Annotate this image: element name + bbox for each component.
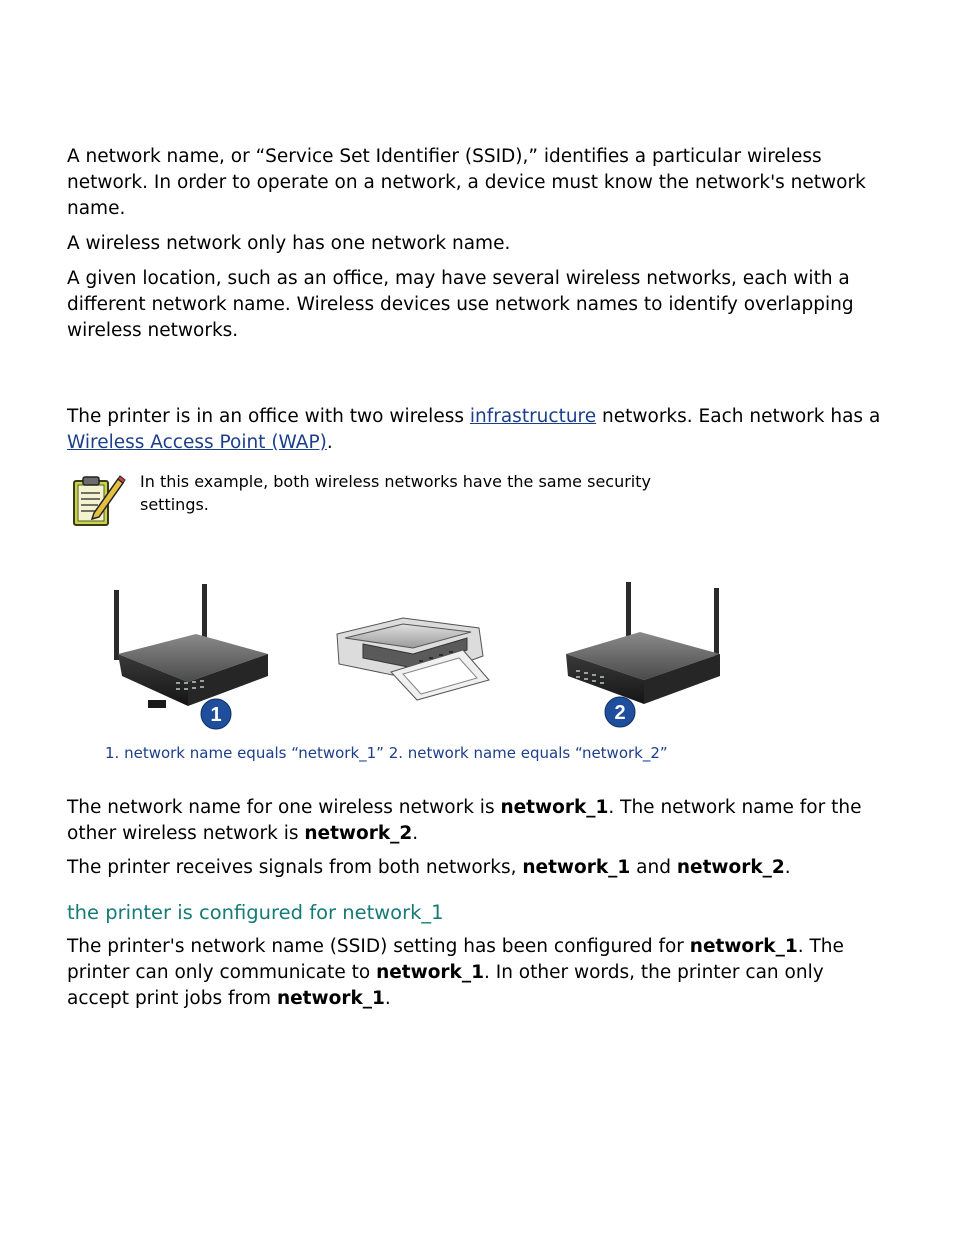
badge-2-label: 2 <box>614 702 626 724</box>
badge-2 <box>604 696 636 728</box>
badge-1-label: 1 <box>210 704 222 726</box>
example-text-after: . <box>326 432 333 453</box>
router-1-image <box>108 582 273 714</box>
p6-bold-2: network_1 <box>376 962 484 983</box>
p5-text-a: The printer receives signals from both networks, <box>67 857 523 878</box>
body-paragraph-4 <box>67 795 887 847</box>
p4-text-e: . <box>412 823 419 844</box>
p6-text-a: The printer's network name (SSID) setting has been configured for <box>67 936 690 957</box>
example-text-before: The printer is in an office with two wireless <box>67 406 470 427</box>
figure-caption: 1. network name equals “network_1” 2. network name equals “network_2” <box>105 744 668 762</box>
p5-bold-network2: network_2 <box>676 857 785 878</box>
p4-bold-network2: network_2 <box>304 823 413 844</box>
p6-bold-3: network_1 <box>276 988 385 1009</box>
infrastructure-link[interactable]: infrastructure <box>469 406 597 427</box>
body-paragraph-5 <box>67 855 887 881</box>
section-heading: the printer is configured for network_1 <box>67 901 444 924</box>
p6-text-e: . In other words, the printer can only accept print jobs from <box>67 962 824 1009</box>
p6-bold-1: network_1 <box>689 936 798 957</box>
note-text: In this example, both wireless networks have the same security settings. <box>140 472 651 514</box>
p5-bold-network1: network_1 <box>522 857 631 878</box>
p6-text-g: . <box>384 988 391 1009</box>
p5-text-c: and <box>630 857 677 878</box>
p6-text-c: . The printer can only communicate to <box>67 936 844 983</box>
intro-paragraph-1: A network name, or “Service Set Identifier (SSID),” identifies a particular wireless network. In order to operate on a network, a device must know the network's network name. <box>67 146 866 219</box>
p5-text-e: . <box>784 857 791 878</box>
router-2-image <box>560 578 725 710</box>
wap-link[interactable]: Wireless Access Point (WAP) <box>67 432 327 453</box>
p4-text-a: The network name for one wireless network is <box>67 797 501 818</box>
example-paragraph <box>67 404 887 456</box>
badge-1 <box>200 698 232 730</box>
printer-image <box>333 614 491 702</box>
p4-text-c: . The network name for the other wireless network is <box>67 797 862 844</box>
notepad-pencil-icon <box>70 473 126 529</box>
intro-paragraph-3: A given location, such as an office, may have several wireless networks, each with a different network name. Wireless devices use network names to identify overlapping wireless networks. <box>67 268 854 341</box>
example-text-middle: networks. Each network has a <box>596 406 881 427</box>
intro-paragraph-2: A wireless network only has one network name. <box>67 233 511 254</box>
p4-bold-network1: network_1 <box>500 797 609 818</box>
section-paragraph <box>67 934 887 1012</box>
